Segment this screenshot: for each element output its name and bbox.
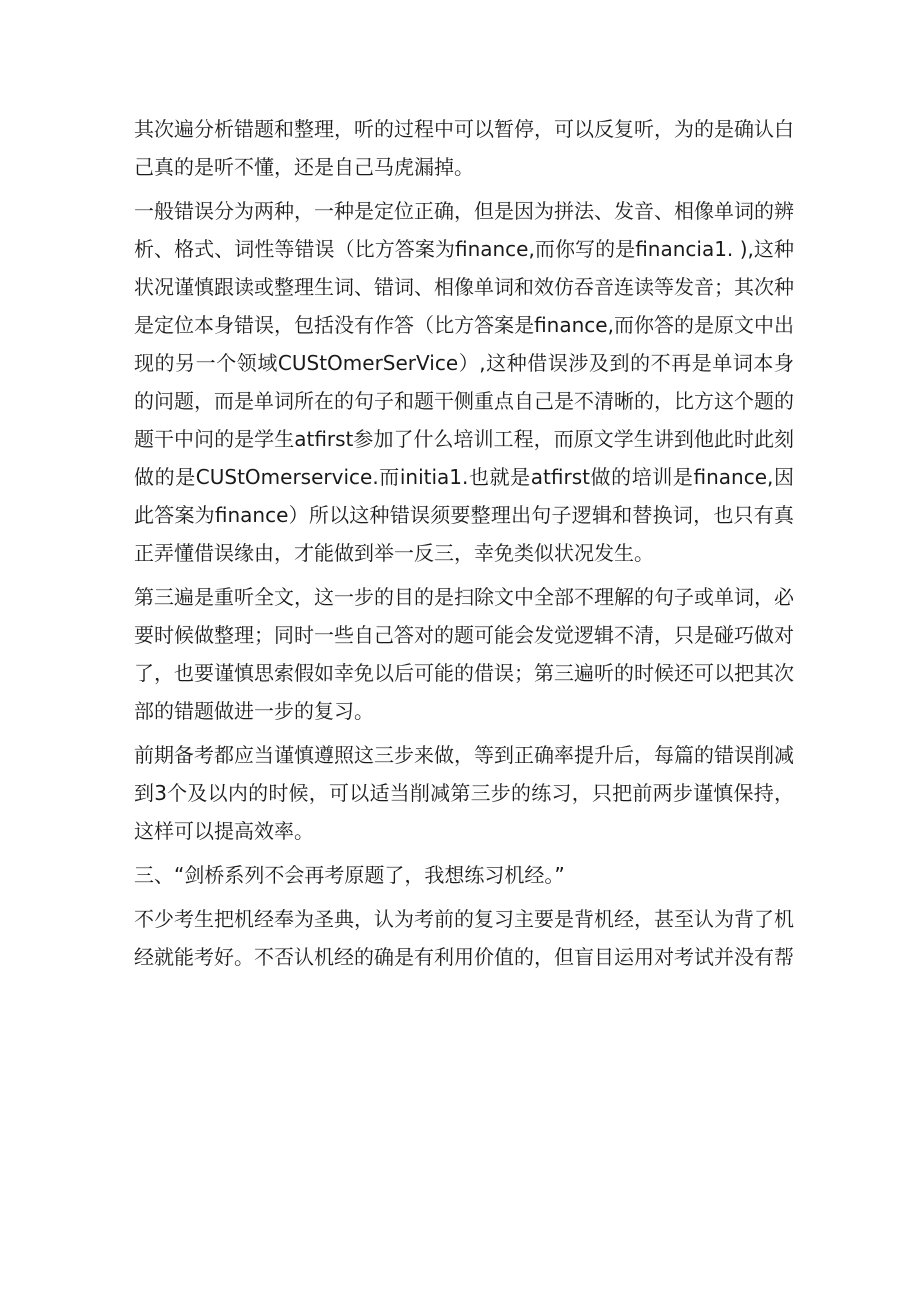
document-page [134,110,794,976]
paragraph-4: 前期备考都应当谨慎遵照这三步来做，等到正确率提升后，每篇的错误削减到3个及以内的时候，可以适当削减第三步的练习，只把前两步谨慎保持，这样可以提高效率。 [134,743,794,843]
paragraph-2: 一般错误分为两种，一种是定位正确，但是因为拼法、发音、相像单词的辨析、格式、词性等错误（比方答案为finance,而你写的是financia1. ),这种状况谨慎跟读或整理生词、错词、相像单词和效仿吞音连读等发音；其次种是定位本身错误，包括没有作答（比方答案是finance,而你答的是原文中出现的另一个领域CUStOmerSerVice）,这种借误涉及到的不再是单词本身的问题，而是单词所在的句子和题干侧重点自己是不清晰的，比方这个题的题干中问的是学生atfirst参加了什么培训工程，而原文学生讲到他此时此刻做的是CUStOmerservice.而initia1.也就是atfirst做的培训是finance,因此答案为finance）所以这种错误须要整理出句子逻辑和替换词，也只有真正弄懂借误缘由，才能做到举一反三，幸免类似状况发生。 [134,199,794,565]
paragraph-5: 不少考生把机经奉为圣典，认为考前的复习主要是背机经，甚至认为背了机经就能考好。不否认机经的确是有利用价值的，但盲目运用对考试并没有帮 [134,907,794,969]
paragraph-1: 其次遍分析错题和整理，听的过程中可以暂停，可以反复听，为的是确认白己真的是听不懂，还是自己马虎漏掉。 [134,117,794,179]
paragraph-3: 第三遍是重听全文，这一步的目的是扫除文中全部不理解的句子或单词，必要时候做整理；同时一些自己答对的题可能会发觉逻辑不清，只是碰巧做对了，也要谨慎思索假如幸免以后可能的借误；第三遍听的时候还可以把其次部的错题做进一步的复习。 [134,585,794,723]
section-heading: 三、“剑桥系列不会再考原题了，我想练习机经。” [134,863,565,887]
